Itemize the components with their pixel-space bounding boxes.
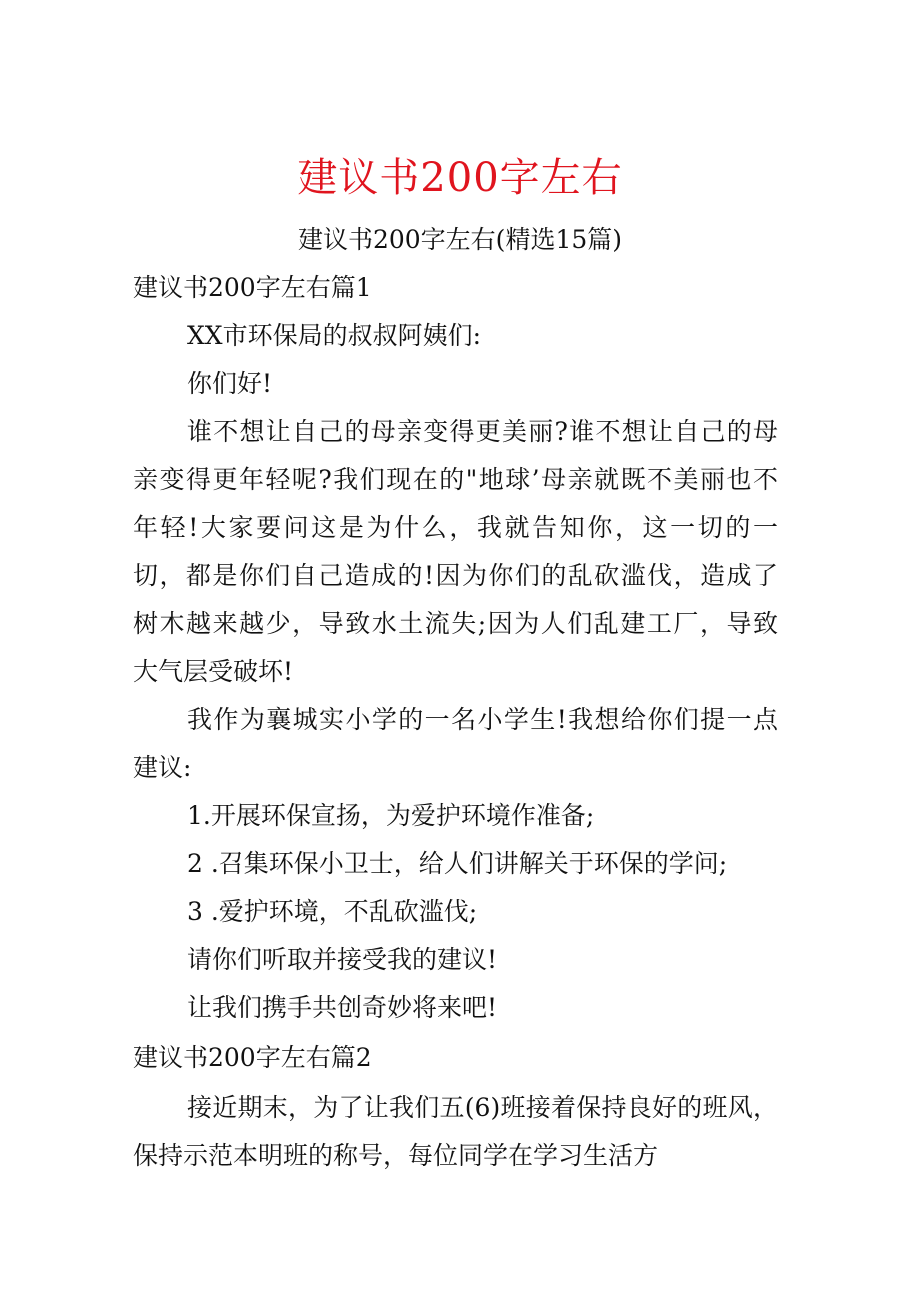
section-2-heading: 建议书200字左右篇2 bbox=[133, 1043, 372, 1072]
paragraph-line: 切，都是你们自己造成的!因为你们的乱砍滥伐，造成了 bbox=[133, 561, 778, 590]
paragraph-line: 树木越来越少，导致水土流失;因为人们乱建工厂，导致 bbox=[133, 609, 778, 638]
paragraph-line: 大气层受破坏! bbox=[133, 657, 294, 686]
paragraph-line: 接近期末，为了让我们五(6)班接着保持良好的班风， bbox=[187, 1093, 778, 1122]
list-item: 1.开展环保宣扬，为爱护环境作准备; bbox=[187, 801, 595, 830]
greeting: 你们好! bbox=[187, 369, 273, 398]
document-title: 建议书200字左右 bbox=[297, 155, 623, 201]
section-1-heading: 建议书200字左右篇1 bbox=[133, 273, 372, 302]
paragraph-line: 亲变得更年轻呢?我们现在的"地球’母亲就既不美丽也不 bbox=[133, 465, 778, 494]
paragraph-line: 谁不想让自己的母亲变得更美丽?谁不想让自己的母 bbox=[187, 417, 778, 446]
paragraph-line: 建议: bbox=[133, 753, 192, 782]
closing-line: 让我们携手共创奇妙将来吧! bbox=[187, 993, 498, 1022]
paragraph-line: 我作为襄城实小学的一名小学生!我想给你们提一点 bbox=[187, 705, 778, 734]
salutation: XX市环保局的叔叔阿姨们: bbox=[187, 321, 482, 350]
closing-line: 请你们听取并接受我的建议! bbox=[187, 945, 498, 974]
paragraph-line: 保持示范本明班的称号，每位同学在学习生活方 bbox=[133, 1141, 659, 1170]
paragraph-line: 年轻!大家要问这是为什么，我就告知你，这一切的一 bbox=[133, 513, 778, 542]
document-subtitle: 建议书200字左右(精选15篇) bbox=[297, 225, 623, 254]
list-item: 3 .爱护环境，不乱砍滥伐; bbox=[187, 897, 478, 926]
list-item: 2 .召集环保小卫士，给人们讲解关于环保的学问; bbox=[187, 849, 728, 878]
